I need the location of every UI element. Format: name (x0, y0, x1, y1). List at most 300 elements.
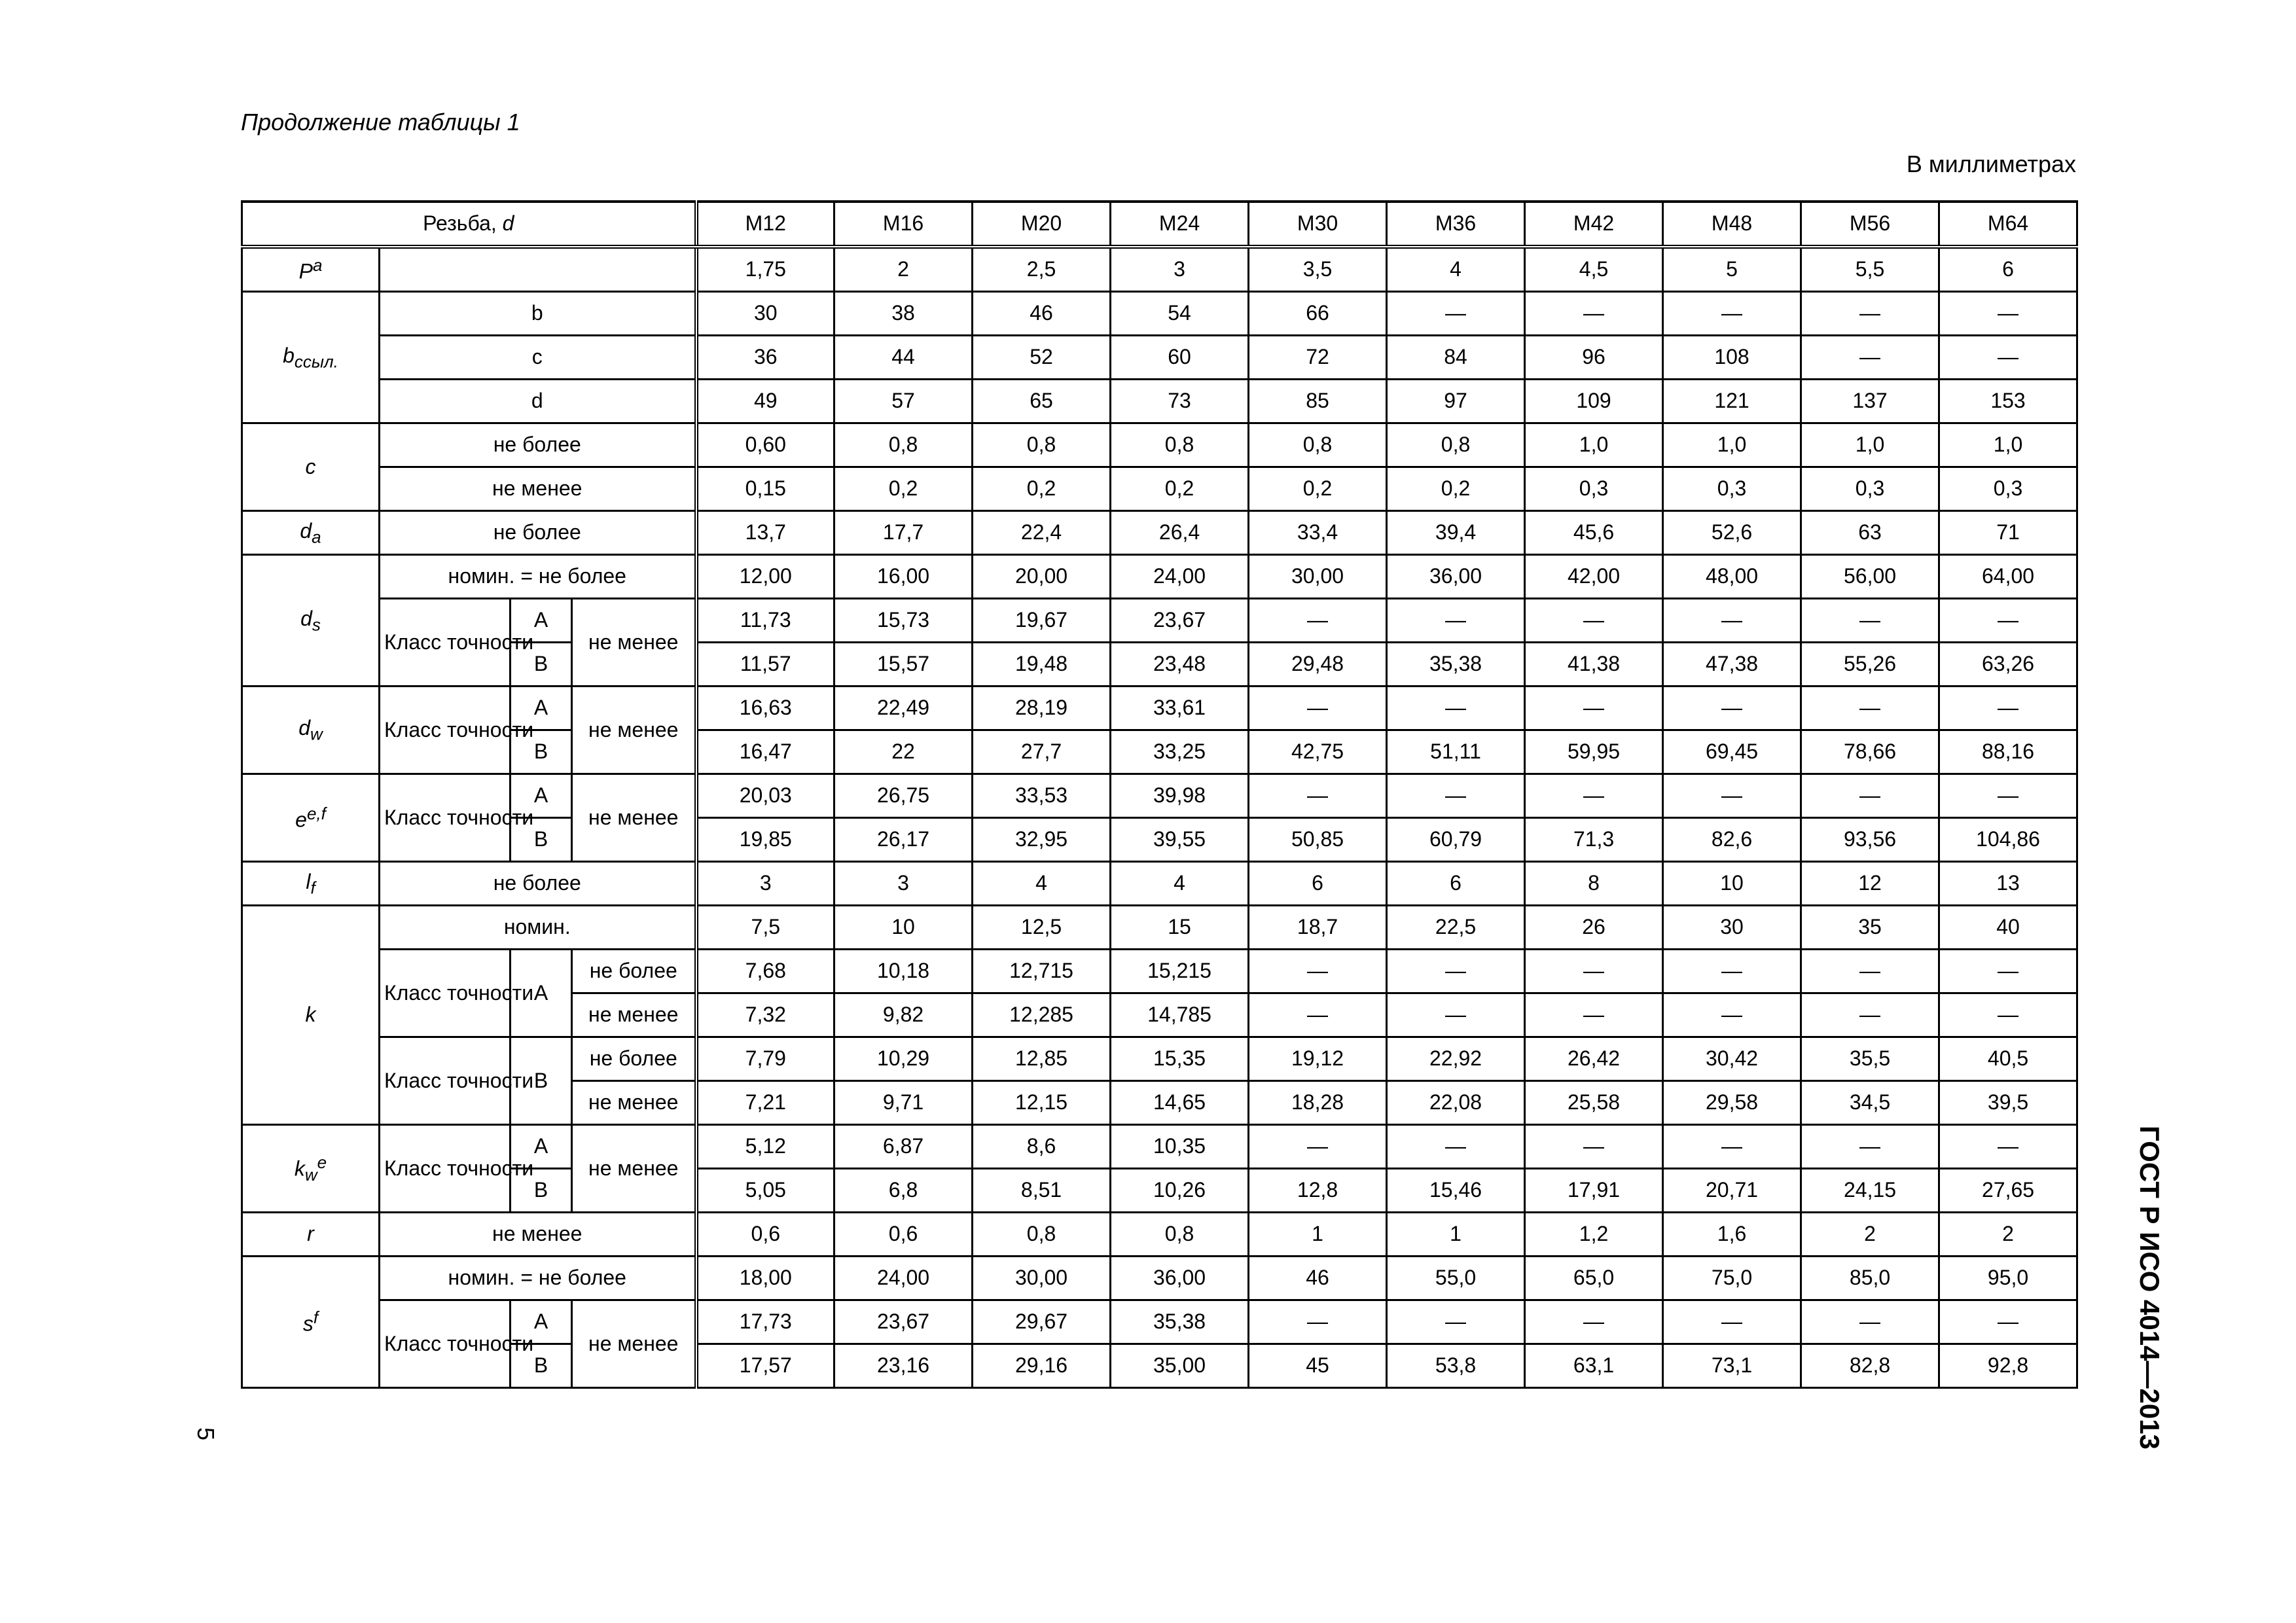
value-cell: 2 (834, 247, 973, 292)
row-da (242, 511, 2077, 555)
table-caption: Продолжение таблицы 1 (241, 109, 520, 135)
value-cell: 65 (973, 380, 1111, 423)
limit-label: не более (572, 950, 696, 993)
value-cell: 3 (834, 862, 973, 906)
limit-label: не менее (572, 687, 696, 774)
value-cell: 24,00 (834, 1257, 973, 1300)
value-cell: — (1249, 950, 1387, 993)
row-b-b (242, 292, 2077, 336)
class-letter: А (511, 774, 572, 818)
value-cell: 12,00 (696, 555, 834, 599)
value-cell: 1 (1387, 1213, 1525, 1257)
size-header-cell: М30 (1249, 202, 1387, 247)
value-cell: 5,5 (1801, 247, 1939, 292)
value-cell: 12,15 (973, 1081, 1111, 1125)
value-cell: — (1801, 1300, 1939, 1344)
value-cell: 0,6 (834, 1213, 973, 1257)
value-cell: — (1939, 336, 2077, 380)
row-dw-A (242, 687, 2077, 730)
param-e (242, 774, 380, 862)
param-symbol: k (294, 1156, 305, 1181)
value-cell: 12,8 (1249, 1169, 1387, 1213)
value-cell: — (1801, 292, 1939, 336)
value-cell: 18,28 (1249, 1081, 1387, 1125)
row-r (242, 1213, 2077, 1257)
param-symbol: b (283, 343, 295, 367)
value-cell: 85,0 (1801, 1257, 1939, 1300)
value-cell: 35 (1801, 906, 1939, 950)
value-cell: 0,8 (973, 1213, 1111, 1257)
footnote-ref: b (380, 292, 696, 336)
value-cell: 15,35 (1111, 1037, 1249, 1081)
value-cell: — (1663, 1125, 1801, 1169)
row-lf (242, 862, 2077, 906)
value-cell: 27,7 (973, 730, 1111, 774)
value-cell: 48,00 (1663, 555, 1801, 599)
value-cell: — (1525, 950, 1663, 993)
value-cell: 59,95 (1525, 730, 1663, 774)
value-cell: 39,5 (1939, 1081, 2077, 1125)
value-cell: 75,0 (1663, 1257, 1801, 1300)
param-kw (242, 1125, 380, 1213)
value-cell: 8,6 (973, 1125, 1111, 1169)
row-k-A-max (242, 950, 2077, 993)
param-symbol: c (305, 454, 316, 478)
value-cell: 23,48 (1111, 643, 1249, 687)
value-cell: 19,12 (1249, 1037, 1387, 1081)
value-cell: 20,00 (973, 555, 1111, 599)
value-cell: 56,00 (1801, 555, 1939, 599)
value-cell: — (1525, 292, 1663, 336)
value-cell: 65,0 (1525, 1257, 1663, 1300)
value-cell: 0,3 (1939, 467, 2077, 511)
dimensions-table (241, 200, 2078, 1389)
limit-label: не менее (572, 1081, 696, 1125)
row-ds-A (242, 599, 2077, 643)
value-cell: 29,48 (1249, 643, 1387, 687)
value-cell: 5,05 (696, 1169, 834, 1213)
value-cell: 72 (1249, 336, 1387, 380)
value-cell: 82,6 (1663, 818, 1801, 862)
value-cell: 35,38 (1387, 643, 1525, 687)
value-cell: — (1663, 1300, 1801, 1344)
value-cell: 26,17 (834, 818, 973, 862)
value-cell: 22,08 (1387, 1081, 1525, 1125)
value-cell: — (1939, 1300, 2077, 1344)
value-cell: 85 (1249, 380, 1387, 423)
value-cell: 20,03 (696, 774, 834, 818)
value-cell: 4 (973, 862, 1111, 906)
row-c-max (242, 423, 2077, 467)
param-subscript: w (304, 1164, 317, 1185)
row-k-nom (242, 906, 2077, 950)
value-cell: 39,4 (1387, 511, 1525, 555)
value-cell: 32,95 (973, 818, 1111, 862)
param-da (242, 511, 380, 555)
param-k (242, 906, 380, 1125)
value-cell: 12,715 (973, 950, 1111, 993)
value-cell: 39,55 (1111, 818, 1249, 862)
value-cell: — (1801, 774, 1939, 818)
value-cell: — (1387, 1125, 1525, 1169)
value-cell: 0,2 (1111, 467, 1249, 511)
row-b-d (242, 380, 2077, 423)
value-cell: 10 (1663, 862, 1801, 906)
value-cell: 1,0 (1939, 423, 2077, 467)
param-subscript: s (312, 614, 321, 634)
accuracy-class-label: Класс точности (380, 687, 511, 774)
value-cell: 23,67 (834, 1300, 973, 1344)
value-cell: 10,35 (1111, 1125, 1249, 1169)
value-cell: — (1939, 993, 2077, 1037)
param-symbol: d (300, 518, 312, 543)
size-header-cell: М16 (834, 202, 973, 247)
value-cell: — (1801, 993, 1939, 1037)
value-cell: 1,6 (1663, 1213, 1801, 1257)
value-cell: 26 (1525, 906, 1663, 950)
value-cell: 63,26 (1939, 643, 2077, 687)
size-header-cell: М36 (1387, 202, 1525, 247)
param-symbol: l (306, 869, 311, 893)
row-e-A (242, 774, 2077, 818)
value-cell: — (1387, 950, 1525, 993)
param-dw (242, 687, 380, 774)
value-cell: 108 (1663, 336, 1801, 380)
document-title-text: ГОСТ Р ИСО 4014—2013 (2134, 1126, 2165, 1450)
value-cell: 28,19 (973, 687, 1111, 730)
value-cell: 10,29 (834, 1037, 973, 1081)
value-cell: 52 (973, 336, 1111, 380)
value-cell: 35,00 (1111, 1344, 1249, 1388)
value-cell: 0,3 (1525, 467, 1663, 511)
value-cell: 6 (1939, 247, 2077, 292)
param-symbol: k (305, 1003, 316, 1027)
param-superscript: e,f (306, 803, 326, 823)
value-cell: — (1387, 1300, 1525, 1344)
value-cell: — (1801, 599, 1939, 643)
accuracy-class-label: Класс точности (380, 1125, 511, 1213)
value-cell: 66 (1249, 292, 1387, 336)
value-cell: 10,26 (1111, 1169, 1249, 1213)
value-cell: 92,8 (1939, 1344, 2077, 1388)
limit-label: номин. = не более (380, 1257, 696, 1300)
limit-label: не менее (572, 1300, 696, 1388)
value-cell: 22,4 (973, 511, 1111, 555)
value-cell: — (1939, 950, 2077, 993)
class-letter: В (511, 1169, 572, 1213)
value-cell: 0,6 (696, 1213, 834, 1257)
param-r (242, 1213, 380, 1257)
param-symbol: e (295, 808, 307, 832)
value-cell: 7,21 (696, 1081, 834, 1125)
value-cell: 73,1 (1663, 1344, 1801, 1388)
value-cell: — (1939, 292, 2077, 336)
value-cell: 63 (1801, 511, 1939, 555)
value-cell: 15,73 (834, 599, 973, 643)
size-header-cell: М64 (1939, 202, 2077, 247)
value-cell: 33,53 (973, 774, 1111, 818)
accuracy-class-label: Класс точности (380, 950, 511, 1037)
value-cell: 15,215 (1111, 950, 1249, 993)
row-b-c (242, 336, 2077, 380)
value-cell: 97 (1387, 380, 1525, 423)
value-cell: 1 (1249, 1213, 1387, 1257)
value-cell: 22,5 (1387, 906, 1525, 950)
value-cell: 4 (1387, 247, 1525, 292)
param-subscript: a (312, 526, 321, 546)
value-cell: 0,2 (834, 467, 973, 511)
value-cell: 60 (1111, 336, 1249, 380)
class-letter: В (511, 643, 572, 687)
value-cell: 13 (1939, 862, 2077, 906)
value-cell: 82,8 (1801, 1344, 1939, 1388)
value-cell: 5 (1663, 247, 1801, 292)
value-cell: 0,8 (973, 423, 1111, 467)
limit-label: номин. (380, 906, 696, 950)
value-cell: 20,71 (1663, 1169, 1801, 1213)
thread-var: d (502, 211, 514, 236)
value-cell: 63,1 (1525, 1344, 1663, 1388)
value-cell: 84 (1387, 336, 1525, 380)
value-cell: 24,00 (1111, 555, 1249, 599)
value-cell: 29,58 (1663, 1081, 1801, 1125)
row-pitch (242, 247, 2077, 292)
value-cell: 22 (834, 730, 973, 774)
value-cell: 14,65 (1111, 1081, 1249, 1125)
value-cell: 0,3 (1663, 467, 1801, 511)
value-cell: 121 (1663, 380, 1801, 423)
value-cell: 19,48 (973, 643, 1111, 687)
value-cell: 33,25 (1111, 730, 1249, 774)
value-cell: 78,66 (1801, 730, 1939, 774)
value-cell: 44 (834, 336, 973, 380)
value-cell: 15 (1111, 906, 1249, 950)
value-cell: — (1249, 1300, 1387, 1344)
value-cell: 18,00 (696, 1257, 834, 1300)
value-cell: 7,68 (696, 950, 834, 993)
value-cell: 2,5 (973, 247, 1111, 292)
param-symbol: d (298, 716, 310, 740)
value-cell: 69,45 (1663, 730, 1801, 774)
value-cell: 0,8 (1111, 1213, 1249, 1257)
value-cell: — (1249, 774, 1387, 818)
value-cell: — (1249, 687, 1387, 730)
value-cell: 7,79 (696, 1037, 834, 1081)
value-cell: 0,8 (834, 423, 973, 467)
limit-label: не менее (380, 467, 696, 511)
value-cell: — (1525, 1125, 1663, 1169)
value-cell: 42,00 (1525, 555, 1663, 599)
class-letter: А (511, 687, 572, 730)
value-cell: — (1387, 292, 1525, 336)
value-cell: 7,32 (696, 993, 834, 1037)
value-cell: 96 (1525, 336, 1663, 380)
param-symbol: s (302, 1311, 314, 1336)
value-cell: 26,4 (1111, 511, 1249, 555)
value-cell: 41,38 (1525, 643, 1663, 687)
value-cell: 88,16 (1939, 730, 2077, 774)
value-cell: 17,57 (696, 1344, 834, 1388)
param-ds (242, 555, 380, 687)
value-cell: 29,67 (973, 1300, 1111, 1344)
value-cell: 10,18 (834, 950, 973, 993)
value-cell: 26,42 (1525, 1037, 1663, 1081)
value-cell: 3 (1111, 247, 1249, 292)
value-cell: 0,8 (1111, 423, 1249, 467)
table-body (242, 202, 2077, 1388)
value-cell: 33,4 (1249, 511, 1387, 555)
units-note: В миллиметрах (1906, 151, 2076, 177)
param-b (242, 292, 380, 423)
limit-label: не более (380, 511, 696, 555)
value-cell: 60,79 (1387, 818, 1525, 862)
value-cell: 24,15 (1801, 1169, 1939, 1213)
value-cell: 6 (1387, 862, 1525, 906)
value-cell: — (1939, 687, 2077, 730)
param-symbol: P (298, 259, 313, 283)
value-cell: 12,85 (973, 1037, 1111, 1081)
value-cell: 4,5 (1525, 247, 1663, 292)
limit-label: не менее (572, 599, 696, 687)
param-subscript: f (310, 877, 315, 897)
value-cell: 34,5 (1801, 1081, 1939, 1125)
class-letter: В (511, 1037, 572, 1125)
value-cell: 0,8 (1249, 423, 1387, 467)
value-cell: 38 (834, 292, 973, 336)
value-cell: 45,6 (1525, 511, 1663, 555)
row-s-nom (242, 1257, 2077, 1300)
value-cell: 95,0 (1939, 1257, 2077, 1300)
value-cell: 45 (1249, 1344, 1387, 1388)
value-cell: 30 (696, 292, 834, 336)
value-cell: — (1249, 599, 1387, 643)
value-cell: 1,2 (1525, 1213, 1663, 1257)
value-cell: 2 (1939, 1213, 2077, 1257)
value-cell: 5,12 (696, 1125, 834, 1169)
value-cell: — (1663, 599, 1801, 643)
value-cell: 12,285 (973, 993, 1111, 1037)
value-cell: 10 (834, 906, 973, 950)
value-cell: 137 (1801, 380, 1939, 423)
value-cell: 153 (1939, 380, 2077, 423)
value-cell: 55,0 (1387, 1257, 1525, 1300)
value-cell: — (1801, 336, 1939, 380)
accuracy-class-label: Класс точности (380, 1037, 511, 1125)
value-cell: 9,71 (834, 1081, 973, 1125)
value-cell: 1,0 (1525, 423, 1663, 467)
value-cell: — (1525, 774, 1663, 818)
value-cell: 0,2 (1249, 467, 1387, 511)
value-cell: — (1939, 599, 2077, 643)
value-cell: 30,42 (1663, 1037, 1801, 1081)
value-cell: 0,15 (696, 467, 834, 511)
limit-label: номин. = не более (380, 555, 696, 599)
value-cell: 49 (696, 380, 834, 423)
value-cell: — (1525, 599, 1663, 643)
limit-label: не более (572, 1037, 696, 1081)
value-cell: 1,0 (1663, 423, 1801, 467)
value-cell: — (1249, 993, 1387, 1037)
param-superscript: a (312, 255, 323, 276)
size-header-cell: М48 (1663, 202, 1801, 247)
value-cell: 18,7 (1249, 906, 1387, 950)
value-cell: — (1801, 1125, 1939, 1169)
value-cell: — (1387, 993, 1525, 1037)
value-cell: — (1387, 599, 1525, 643)
value-cell: — (1249, 1125, 1387, 1169)
value-cell: 51,11 (1387, 730, 1525, 774)
value-cell: 12 (1801, 862, 1939, 906)
value-cell: 71 (1939, 511, 2077, 555)
footnote-ref: c (380, 336, 696, 380)
value-cell: 8,51 (973, 1169, 1111, 1213)
param-subscript: ссыл. (294, 351, 338, 371)
value-cell: 0,8 (1387, 423, 1525, 467)
accuracy-class-label: Класс точности (380, 774, 511, 862)
value-cell: 4 (1111, 862, 1249, 906)
value-cell: — (1663, 687, 1801, 730)
value-cell: — (1663, 950, 1801, 993)
document-title-vertical (2134, 1126, 2165, 1453)
value-cell: 0,2 (973, 467, 1111, 511)
value-cell: 16,63 (696, 687, 834, 730)
size-header-cell: М12 (696, 202, 834, 247)
value-cell: 30 (1663, 906, 1801, 950)
value-cell: 9,82 (834, 993, 973, 1037)
thread-header-cell (242, 202, 696, 247)
class-letter: В (511, 1344, 572, 1388)
param-lf (242, 862, 380, 906)
value-cell: 40,5 (1939, 1037, 2077, 1081)
value-cell: 40 (1939, 906, 2077, 950)
class-letter: А (511, 1125, 572, 1169)
value-cell: 30,00 (1249, 555, 1387, 599)
value-cell: 16,47 (696, 730, 834, 774)
value-cell: 27,65 (1939, 1169, 2077, 1213)
value-cell: 11,57 (696, 643, 834, 687)
value-cell: 22,92 (1387, 1037, 1525, 1081)
limit-label: не более (380, 423, 696, 467)
value-cell: 36,00 (1387, 555, 1525, 599)
value-cell: 109 (1525, 380, 1663, 423)
value-cell: 12,5 (973, 906, 1111, 950)
param-s (242, 1257, 380, 1388)
value-cell: 50,85 (1249, 818, 1387, 862)
limit-label: не менее (380, 1213, 696, 1257)
value-cell: 6,87 (834, 1125, 973, 1169)
value-cell: 39,98 (1111, 774, 1249, 818)
value-cell: 16,00 (834, 555, 973, 599)
param-c (242, 423, 380, 511)
row-k-B-max (242, 1037, 2077, 1081)
value-cell: 17,7 (834, 511, 973, 555)
value-cell: 36 (696, 336, 834, 380)
value-cell: — (1663, 774, 1801, 818)
param-subscript: w (310, 724, 323, 744)
class-letter: А (511, 599, 572, 643)
value-cell: 13,7 (696, 511, 834, 555)
value-cell: 11,73 (696, 599, 834, 643)
value-cell: 25,58 (1525, 1081, 1663, 1125)
value-cell: 23,67 (1111, 599, 1249, 643)
value-cell: 1,0 (1801, 423, 1939, 467)
value-cell: — (1801, 687, 1939, 730)
class-letter: В (511, 730, 572, 774)
value-cell: 52,6 (1663, 511, 1801, 555)
value-cell: 46 (1249, 1257, 1387, 1300)
empty-cell (380, 247, 696, 292)
value-cell: 23,16 (834, 1344, 973, 1388)
